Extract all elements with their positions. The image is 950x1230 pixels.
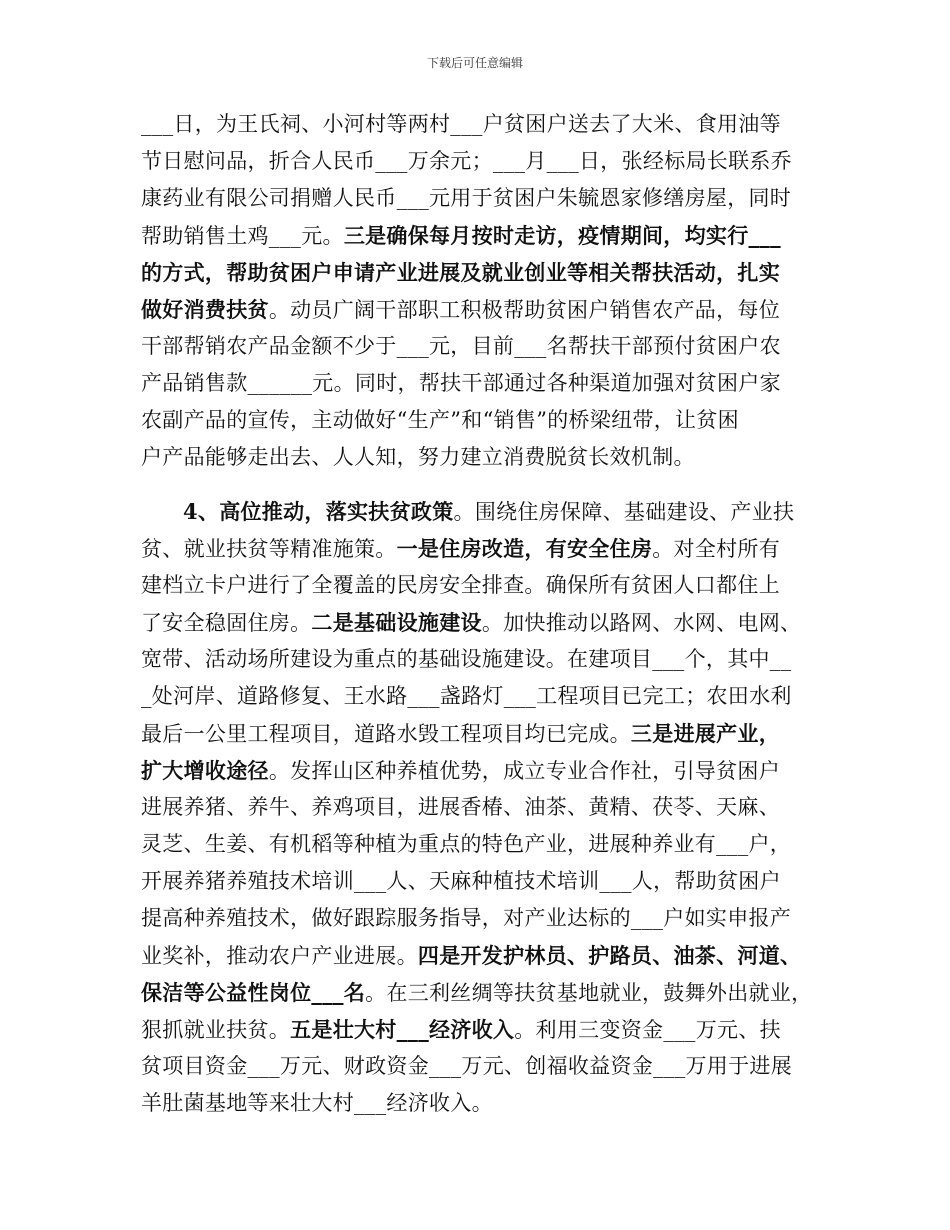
text-run: 业奖补，推动农户产业进展。: [141, 944, 418, 968]
text-line: [141, 1085, 821, 1122]
text-line: [141, 678, 821, 715]
text-line: [141, 752, 821, 789]
text-run-bold: 二是基础设施建设: [311, 610, 482, 635]
text-run: 贫、就业扶贫等精准施策。: [141, 537, 397, 561]
text-run: 节日慰问品，折合人民币___万余元；___月___日，张经标局长联系乔: [141, 149, 792, 173]
page-header: 下载后可任意编辑: [426, 56, 523, 70]
text-line: [141, 863, 821, 900]
text-run-bold: 三是进展产业，: [630, 721, 781, 746]
text-run-bold: 做好消费扶贫: [141, 297, 269, 322]
text-run: 康药业有限公司捐赠人民币___元用于贫困户朱毓恩家修缮房屋，同时: [141, 186, 792, 210]
text-run: 。对全村所有: [652, 537, 781, 561]
text-run: 开展养猪养殖技术培训___人、天麻种植技术培训___人，帮助贫困户: [141, 869, 781, 893]
text-run: 狠抓就业扶贫。: [141, 1018, 291, 1042]
text-run: 了安全稳固住房。: [141, 611, 312, 635]
text-line: [141, 900, 821, 937]
text-run-bold: 五是壮大村___经济收入: [290, 1017, 515, 1042]
text-line: [141, 143, 821, 180]
text-run: 帮助销售土鸡___元。: [141, 224, 344, 248]
text-line: [141, 789, 821, 826]
text-run-bold: 的方式，帮助贫困户申请产业进展及就业创业等相关帮扶活动，扎实: [141, 260, 780, 285]
text-run-bold: 保洁等公益性岗位___名: [141, 980, 366, 1005]
text-line: [141, 974, 821, 1011]
text-line: [141, 402, 821, 439]
text-line: [141, 291, 821, 328]
text-line: [141, 254, 821, 291]
text-run: 。利用三变资金___万元、扶: [514, 1018, 781, 1042]
text-run: ___日，为王氏祠、小河村等两村___户贫困户送去了大米、食用油等: [141, 112, 781, 136]
paragraph-gap: [141, 476, 821, 493]
text-run: 。发挥山区种养植优势，成立专业合作社，引导贫困户: [268, 759, 781, 783]
text-run: 户产品能够走出去、人人知，努力建立消费脱贫长效机制。: [141, 445, 695, 469]
text-line: [141, 530, 821, 567]
text-line: [141, 604, 821, 641]
text-line: [141, 567, 821, 604]
text-run: 。动员广阔干部职工积极帮助贫困户销售农产品，每位: [268, 298, 781, 322]
text-run: 最后一公里工程项目，道路水毁工程项目均已完成。: [141, 722, 631, 746]
text-line: [141, 439, 821, 476]
text-run-bold: 一是住房改造，有安全住房: [396, 536, 653, 561]
text-line: [141, 180, 821, 217]
text-line: [141, 106, 821, 143]
text-run: 产品销售款______元。同时，帮扶干部通过各种渠道加强对贫困户家: [141, 371, 781, 395]
text-run: 农副产品的宣传，主动做好“生产”和“销售”的桥梁纽带，让贫困: [141, 408, 739, 432]
text-line: [141, 1048, 821, 1085]
text-run-bold: 三是确保每月按时走访，疫情期间，均实行___: [343, 223, 781, 248]
text-run: _处河岸、道路修复、王水路___盏路灯___工程项目已完工；农田水利: [141, 684, 792, 708]
text-run: 。围绕住房保障、基础建设、产业扶: [453, 500, 795, 524]
text-run: 提高种养殖技术，做好跟踪服务指导，对产业达标的___户如实申报产: [141, 906, 792, 930]
text-run: 。加快推动以路网、水网、电网、: [481, 611, 802, 635]
text-run: 进展养猪、养牛、养鸡项目，进展香椿、油茶、黄精、茯苓、天麻、: [141, 795, 780, 819]
text-line: [141, 826, 821, 863]
text-line: [141, 937, 821, 974]
text-line: [141, 365, 821, 402]
text-run-bold: 四是开发护林员、护路员、油茶、河道、: [417, 943, 802, 968]
text-run: 干部帮销农产品金额不少于___元，目前___名帮扶干部预付贫困户农: [141, 334, 781, 358]
text-run: 建档立卡户进行了全覆盖的民房安全排查。确保所有贫困人口都住上: [141, 573, 780, 597]
text-line: [141, 715, 821, 752]
text-line: [141, 328, 821, 365]
text-run-bold: 扩大增收途径: [141, 758, 269, 783]
text-line: [141, 641, 821, 678]
document-body: [141, 106, 821, 1122]
text-run: 宽带、活动场所建设为重点的基础设施建设。在建项目___个，其中__: [141, 647, 792, 671]
text-run: 灵芝、生姜、有机稻等种植为重点的特色产业，进展种养业有___户，: [141, 832, 792, 856]
text-run: 。在三利丝绸等扶贫基地就业，鼓舞外出就业，: [365, 981, 813, 1005]
section-heading: 4、高位推动，落实扶贫政策: [183, 499, 454, 524]
text-run: 羊肚菌基地等来壮大村___经济收入。: [141, 1091, 493, 1115]
text-line: [141, 493, 821, 530]
text-run: 贫项目资金___万元、财政资金___万元、创福收益资金___万用于进展: [141, 1054, 792, 1078]
text-line: [141, 217, 821, 254]
text-line: [141, 1011, 821, 1048]
